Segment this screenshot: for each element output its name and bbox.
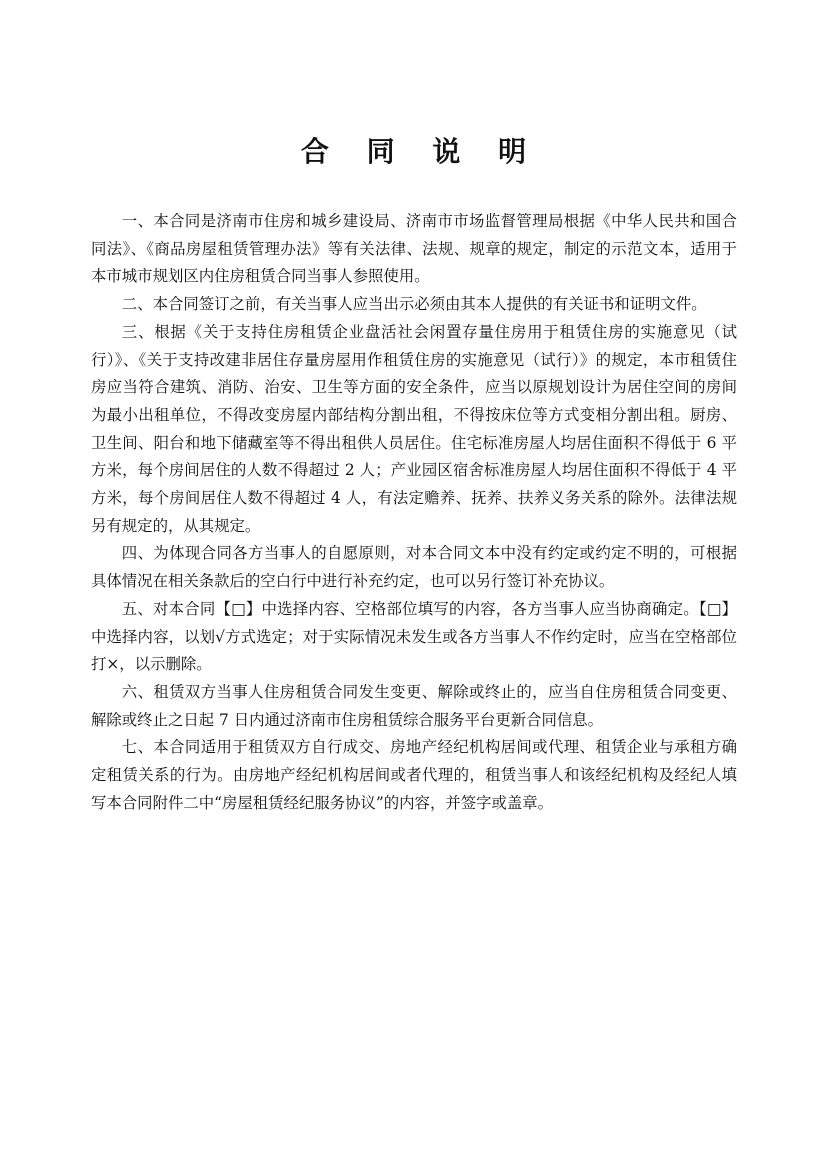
paragraph-6: 六、租赁双方当事人住房租赁合同发生变更、解除或终止的，应当自住房租赁合同变更、解除或终止之日起 7 日内通过济南市住房租赁综合服务平台更新合同信息。 xyxy=(91,682,737,729)
paragraph-1: 一、本合同是济南市住房和城乡建设局、济南市市场监督管理局根据《中华人民共和国合同法》、《商品房屋租赁管理办法》等有关法律、法规、规章的规定，制定的示范文本，适用于本市城市规划区内住房租赁合同当事人参照使用。 xyxy=(91,212,737,286)
paragraph-3: 三、根据《关于支持住房租赁企业盘活社会闲置存量住房用于租赁住房的实施意见（试行）》、《关于支持改建非居住存量房屋用作租赁住房的实施意见（试行）》的规定，本市租赁住房应当符合建筑、消防、治安、卫生等方面的安全条件，应当以原规划设计为居住空间的房间为最小出租单位，不得改变房屋内部结构分割出租，不得按床位等方式变相分割出租。厨房、卫生间、阳台和地下储藏室等不得出租供人员居住。住宅标准房屋人均居住面积不得低于 6 平方米，每个房间居住的人数不得超过 2 人；产业园区宿舍标准房屋人均居住面积不得低于 4 平方米，每个房间居住人数不得超过 4 人，有法定赡养、抚养、扶养义务关系的除外。法律法规另有规定的，从其规定。 xyxy=(91,322,737,535)
paragraph-4: 四、为体现合同各方当事人的自愿原则，对本合同文本中没有约定或约定不明的，可根据具体情况在相关条款后的空白行中进行补充约定，也可以另行签订补充协议。 xyxy=(91,544,737,591)
paragraph-7: 七、本合同适用于租赁双方自行成交、房地产经纪机构居间或代理、租赁企业与承租方确定租赁关系的行为。由房地产经纪机构居间或者代理的，租赁当事人和该经纪机构及经纪人填写本合同附件二中“房屋租赁经纪服务协议”的内容，并签字或盖章。 xyxy=(91,738,737,812)
document-body xyxy=(91,208,737,817)
paragraph-2: 二、本合同签订之前，有关当事人应当出示必须由其本人提供的有关证书和证明文件。 xyxy=(121,295,707,314)
document-title: 合 同 说 明 xyxy=(300,135,541,168)
paragraph-5: 五、对本合同【□】中选择内容、空格部位填写的内容，各方当事人应当协商确定。【□】中选择内容，以划√方式选定；对于实际情况未发生或各方当事人不作约定时，应当在空格部位打×，以示删除。 xyxy=(91,599,737,674)
